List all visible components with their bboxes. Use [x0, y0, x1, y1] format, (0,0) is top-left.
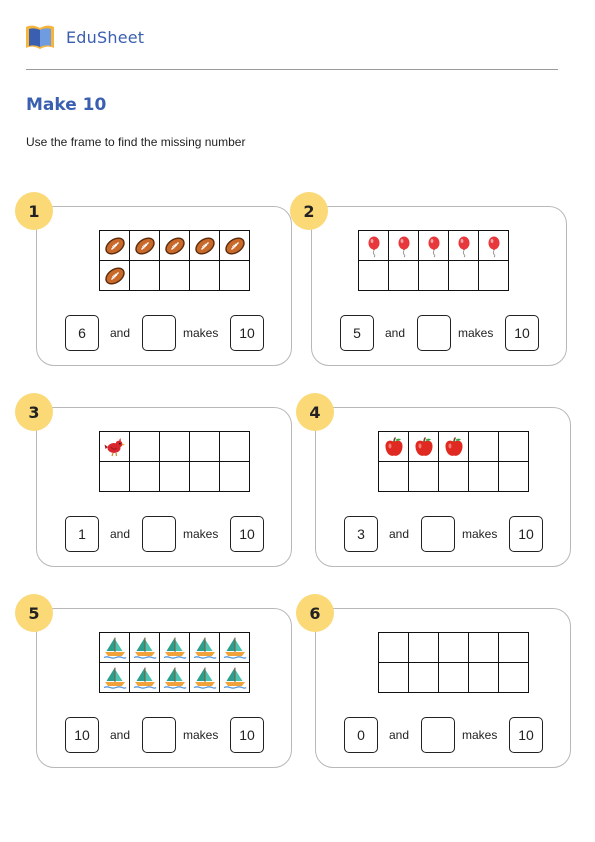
ten-frame-cell: [479, 261, 509, 291]
problem-card-4: [315, 407, 571, 567]
header-divider: [26, 69, 558, 70]
sailboat-icon: [133, 636, 157, 660]
sailboat-icon: [133, 666, 157, 690]
ten-frame-cell: [100, 462, 130, 492]
ten-frame: [378, 431, 529, 492]
problem-number-badge-6: 6: [296, 594, 334, 632]
balloon-icon: [362, 234, 386, 258]
makes-label: makes: [462, 728, 498, 742]
ten-frame-cell: [100, 261, 130, 291]
sailboat-icon: [193, 666, 217, 690]
given-number-box: 1: [65, 516, 99, 552]
ten-frame-cell: [190, 633, 220, 663]
ten-frame-cell: [130, 462, 160, 492]
problem-number-badge-3: 3: [15, 393, 53, 431]
ten-frame-cell: [100, 231, 130, 261]
makes-label: makes: [462, 527, 498, 541]
given-number-box: 5: [340, 315, 374, 351]
sailboat-icon: [103, 636, 127, 660]
ten-frame-cell: [439, 432, 469, 462]
ten-frame-cell: [409, 633, 439, 663]
ten-frame-cell: [379, 462, 409, 492]
and-label: and: [110, 527, 131, 541]
football-icon: [163, 234, 187, 258]
ten-frame-cell: [409, 432, 439, 462]
balloon-icon: [392, 234, 416, 258]
brand-name: EduSheet: [66, 27, 145, 47]
ten-frame-cell: [449, 231, 479, 261]
ten-frame-cell: [160, 663, 190, 693]
ten-frame-cell: [419, 261, 449, 291]
equation: [344, 717, 550, 755]
equation: [340, 315, 546, 353]
sailboat-icon: [163, 636, 187, 660]
ten-frame-cell: [220, 261, 250, 291]
makes-label: makes: [458, 326, 494, 340]
total-number-box: 10: [230, 516, 264, 552]
equation: [65, 516, 271, 554]
given-number-box: 0: [344, 717, 378, 753]
missing-number-box[interactable]: [142, 717, 176, 753]
and-label: and: [389, 527, 410, 541]
ten-frame-cell: [359, 231, 389, 261]
football-icon: [223, 234, 247, 258]
ten-frame-cell: [389, 231, 419, 261]
makes-label: makes: [183, 527, 219, 541]
given-number-box: 3: [344, 516, 378, 552]
ten-frame-cell: [220, 633, 250, 663]
problem-card-6: [315, 608, 571, 768]
balloon-icon: [452, 234, 476, 258]
football-icon: [103, 234, 127, 258]
book-logo-icon: [24, 22, 56, 52]
and-label: and: [110, 728, 131, 742]
ten-frame-cell: [130, 663, 160, 693]
ten-frame-cell: [160, 261, 190, 291]
ten-frame-cell: [409, 462, 439, 492]
ten-frame-cell: [469, 432, 499, 462]
equation: [65, 717, 271, 755]
total-number-box: 10: [509, 717, 543, 753]
ten-frame-cell: [359, 261, 389, 291]
ten-frame-cell: [100, 663, 130, 693]
total-number-box: 10: [230, 315, 264, 351]
given-number-box: 10: [65, 717, 99, 753]
sailboat-icon: [193, 636, 217, 660]
and-label: and: [389, 728, 410, 742]
problem-number-badge-5: 5: [15, 594, 53, 632]
apple-icon: [412, 435, 436, 459]
ten-frame-cell: [419, 231, 449, 261]
ten-frame-cell: [190, 462, 220, 492]
ten-frame-cell: [220, 432, 250, 462]
problem-number-badge-2: 2: [290, 192, 328, 230]
ten-frame: [378, 632, 529, 693]
ten-frame-cell: [389, 261, 419, 291]
ten-frame: [99, 431, 250, 492]
problem-card-5: [36, 608, 292, 768]
ten-frame-cell: [190, 432, 220, 462]
missing-number-box[interactable]: [142, 315, 176, 351]
missing-number-box[interactable]: [421, 717, 455, 753]
ten-frame-cell: [499, 462, 529, 492]
balloon-icon: [422, 234, 446, 258]
ten-frame-cell: [379, 432, 409, 462]
apple-icon: [442, 435, 466, 459]
football-icon: [193, 234, 217, 258]
ten-frame-cell: [130, 633, 160, 663]
makes-label: makes: [183, 326, 219, 340]
equation: [344, 516, 550, 554]
sailboat-icon: [103, 666, 127, 690]
problem-card-1: [36, 206, 292, 366]
ten-frame-cell: [469, 633, 499, 663]
apple-icon: [382, 435, 406, 459]
missing-number-box[interactable]: [417, 315, 451, 351]
ten-frame-cell: [449, 261, 479, 291]
ten-frame-cell: [160, 432, 190, 462]
ten-frame: [99, 632, 250, 693]
equation: [65, 315, 271, 353]
ten-frame-cell: [100, 432, 130, 462]
ten-frame-cell: [190, 663, 220, 693]
ten-frame-cell: [160, 462, 190, 492]
ten-frame-cell: [130, 231, 160, 261]
total-number-box: 10: [509, 516, 543, 552]
total-number-box: 10: [505, 315, 539, 351]
missing-number-box[interactable]: [142, 516, 176, 552]
problem-number-badge-1: 1: [15, 192, 53, 230]
ten-frame-cell: [160, 633, 190, 663]
and-label: and: [110, 326, 131, 340]
ten-frame-cell: [499, 633, 529, 663]
sailboat-icon: [223, 636, 247, 660]
total-number-box: 10: [230, 717, 264, 753]
ten-frame-cell: [439, 663, 469, 693]
ten-frame-cell: [439, 462, 469, 492]
and-label: and: [385, 326, 406, 340]
ten-frame-cell: [409, 663, 439, 693]
given-number-box: 6: [65, 315, 99, 351]
ten-frame-cell: [479, 231, 509, 261]
ten-frame-cell: [220, 462, 250, 492]
ten-frame-cell: [469, 462, 499, 492]
ten-frame-cell: [379, 663, 409, 693]
problem-number-badge-4: 4: [296, 393, 334, 431]
ten-frame-cell: [190, 261, 220, 291]
header: [24, 20, 144, 54]
missing-number-box[interactable]: [421, 516, 455, 552]
sailboat-icon: [163, 666, 187, 690]
sailboat-icon: [223, 666, 247, 690]
ten-frame-cell: [499, 663, 529, 693]
ten-frame-cell: [220, 663, 250, 693]
instructions: Use the frame to find the missing number: [26, 135, 246, 149]
bird-icon: [103, 435, 127, 459]
problem-card-3: [36, 407, 292, 567]
ten-frame-cell: [220, 231, 250, 261]
ten-frame-cell: [160, 231, 190, 261]
balloon-icon: [482, 234, 506, 258]
ten-frame: [358, 230, 509, 291]
page-title: Make 10: [26, 95, 107, 115]
ten-frame: [99, 230, 250, 291]
football-icon: [133, 234, 157, 258]
ten-frame-cell: [190, 231, 220, 261]
ten-frame-cell: [439, 633, 469, 663]
ten-frame-cell: [469, 663, 499, 693]
ten-frame-cell: [499, 432, 529, 462]
ten-frame-cell: [100, 633, 130, 663]
problem-card-2: [311, 206, 567, 366]
makes-label: makes: [183, 728, 219, 742]
ten-frame-cell: [130, 432, 160, 462]
ten-frame-cell: [130, 261, 160, 291]
ten-frame-cell: [379, 633, 409, 663]
football-icon: [103, 264, 127, 288]
